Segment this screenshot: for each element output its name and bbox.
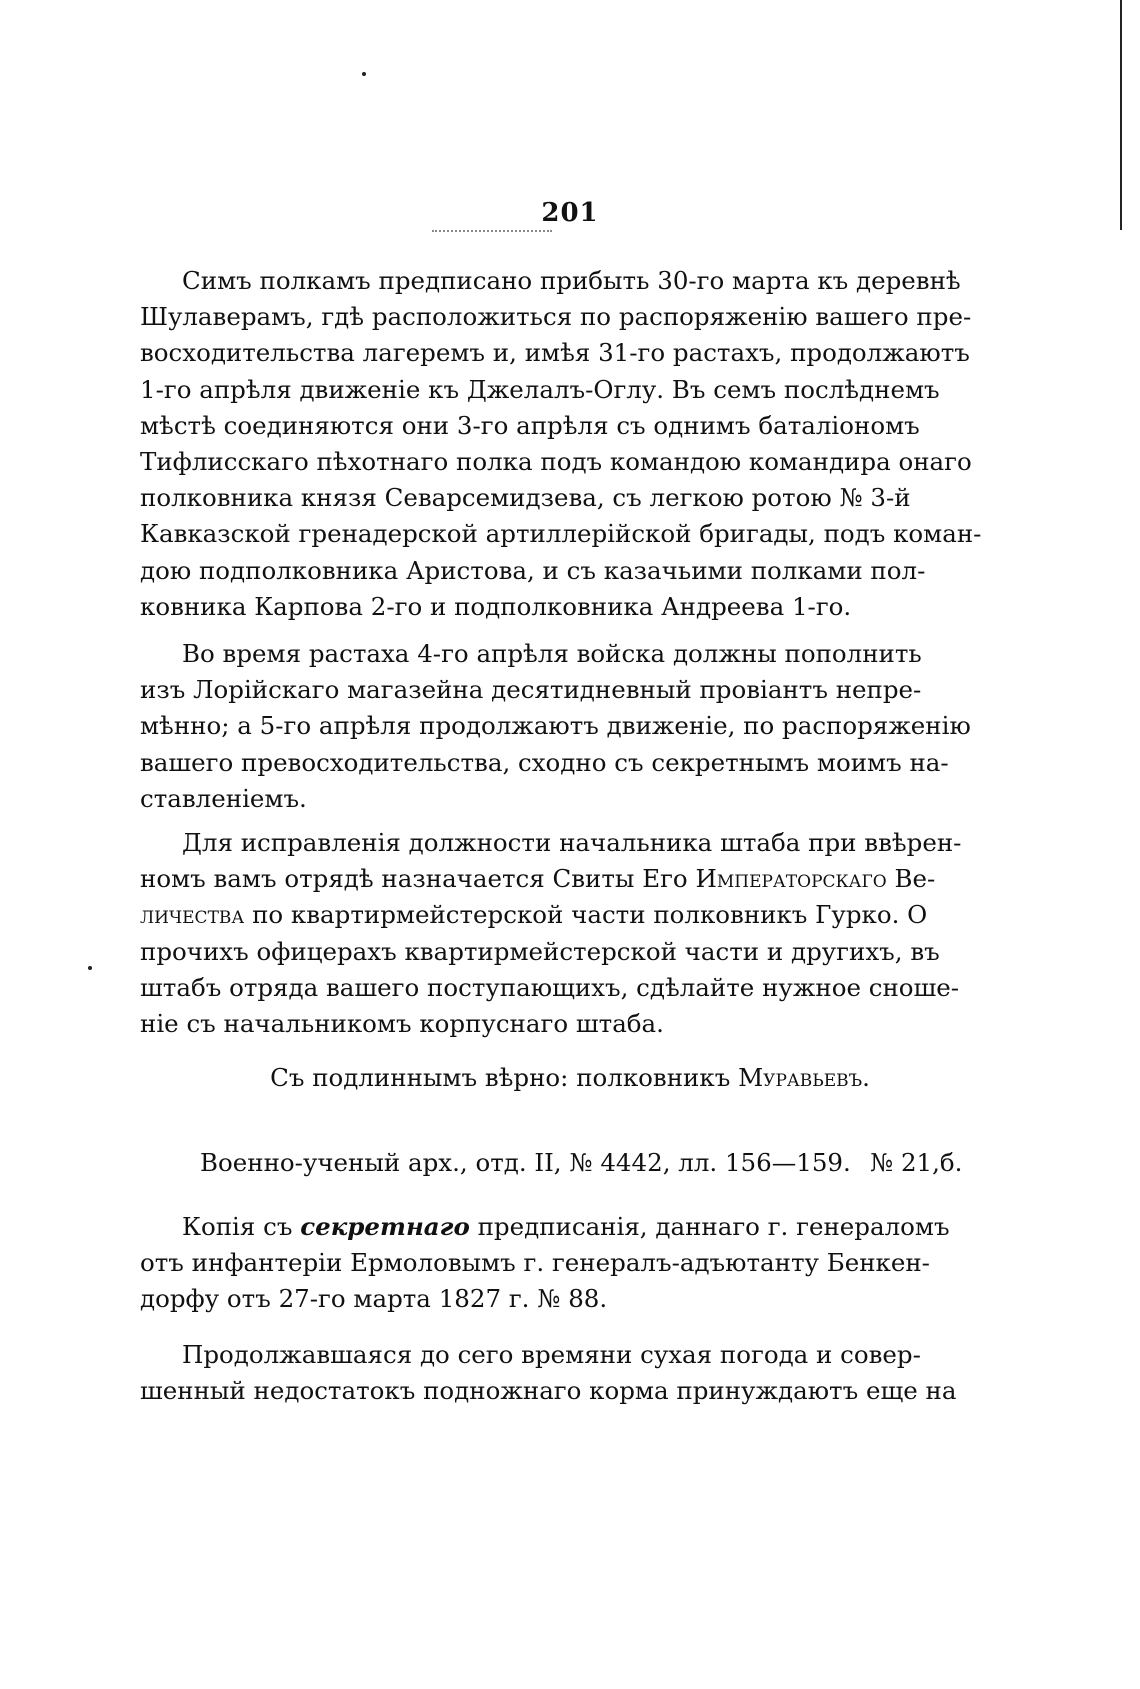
paragraph-2	[140, 636, 971, 817]
text-line: вашего превосходительства, сходно съ секретнымъ моимъ на-	[140, 747, 949, 777]
signature-line: Съ подлиннымъ вѣрно: полковникъ Муравьевъ.	[270, 1063, 870, 1092]
text-line: ковника Карпова 2-го и подполковника Андреева 1-го.	[140, 591, 852, 621]
text-line: мѣстѣ соединяются они 3-го апрѣля съ однимъ баталіономъ	[140, 410, 920, 440]
text-line: Продолжавшаяся до сего времяни сухая погода и совер-	[182, 1340, 921, 1369]
text-line: Тифлисскаго пѣхотнаго полка подъ командою командира онаго	[140, 447, 972, 477]
text-line: номъ вамъ отрядѣ назначается Свиты Его Императорскаго Ве-	[140, 864, 936, 894]
signature-name: Муравьевъ.	[738, 1063, 870, 1092]
text-line: Для исправленія должности начальника штаба при ввѣрен-	[182, 828, 962, 857]
text-line: изъ Лорійскаго магазейна десятидневный провіантъ непре-	[140, 675, 922, 705]
text-line: личества по квартирмейстерской части полковникъ Гурко. О	[140, 900, 928, 930]
page-number: 201	[541, 198, 599, 228]
text-line: шенный недостатокъ подножнаго корма принуждаютъ еще на	[140, 1376, 957, 1406]
scan-speck	[362, 72, 366, 76]
text-line: Симъ полкамъ предписано прибыть 30-го марта къ деревнѣ	[182, 266, 961, 295]
document-number: № 21,б.	[870, 1148, 963, 1177]
text-line: прочихъ офицерахъ квартирмейстерской части и другихъ, въ	[140, 936, 940, 966]
text-line: Во время растаха 4-го апрѣля войска должны пополнить	[182, 639, 922, 668]
scan-edge-line	[1120, 0, 1122, 230]
text-line: Шулаверамъ, гдѣ расположиться по распоряженію вашего пре-	[140, 302, 972, 332]
text-line: Кавказской гренадерской артиллерійской бригады, подъ коман-	[140, 519, 982, 549]
text-line: полковника князя Севарсемидзева, съ легкою ротою № 3-й	[140, 483, 911, 513]
page-number-rule	[432, 230, 552, 232]
paragraph-1	[140, 263, 982, 625]
small-caps-title: Императорскаго	[695, 864, 887, 894]
italic-emphasis: секретнаго	[300, 1212, 470, 1241]
text-line: штабъ отряда вашего поступающихъ, сдѣлайте нужное сноше-	[140, 972, 960, 1002]
copy-heading	[140, 1209, 950, 1318]
text-line: ніе съ начальникомъ корпуснаго штаба.	[140, 1009, 664, 1039]
final-paragraph	[140, 1337, 957, 1409]
text-line: мѣнно; а 5-го апрѣля продолжаютъ движеніе, по распоряженію	[140, 711, 971, 741]
text-line: 1-го апрѣля движеніе къ Джелалъ-Оглу. Въ семъ послѣднемъ	[140, 374, 940, 404]
small-caps-title: личества	[140, 900, 245, 930]
text-line: восходительства лагеремъ и, имѣя 31-го растахъ, продолжаютъ	[140, 338, 970, 368]
text-line: ставленіемъ.	[140, 783, 307, 813]
archive-reference: Военно-ученый арх., отд. II, № 4442, лл. 156—159.	[200, 1148, 851, 1177]
text-line: дою подполковника Аристова, и съ казачьими полками пол-	[140, 555, 926, 585]
text-line: дорфу отъ 27-го марта 1827 г. № 88.	[140, 1284, 608, 1314]
text-line: Копія съ секретнаго предписанія, даннаго г. генераломъ	[182, 1212, 950, 1241]
paragraph-3	[140, 825, 962, 1042]
text-line: отъ инфантеріи Ермоловымъ г. генералъ-адъютанту Бенкен-	[140, 1248, 930, 1278]
scan-speck	[88, 966, 92, 970]
